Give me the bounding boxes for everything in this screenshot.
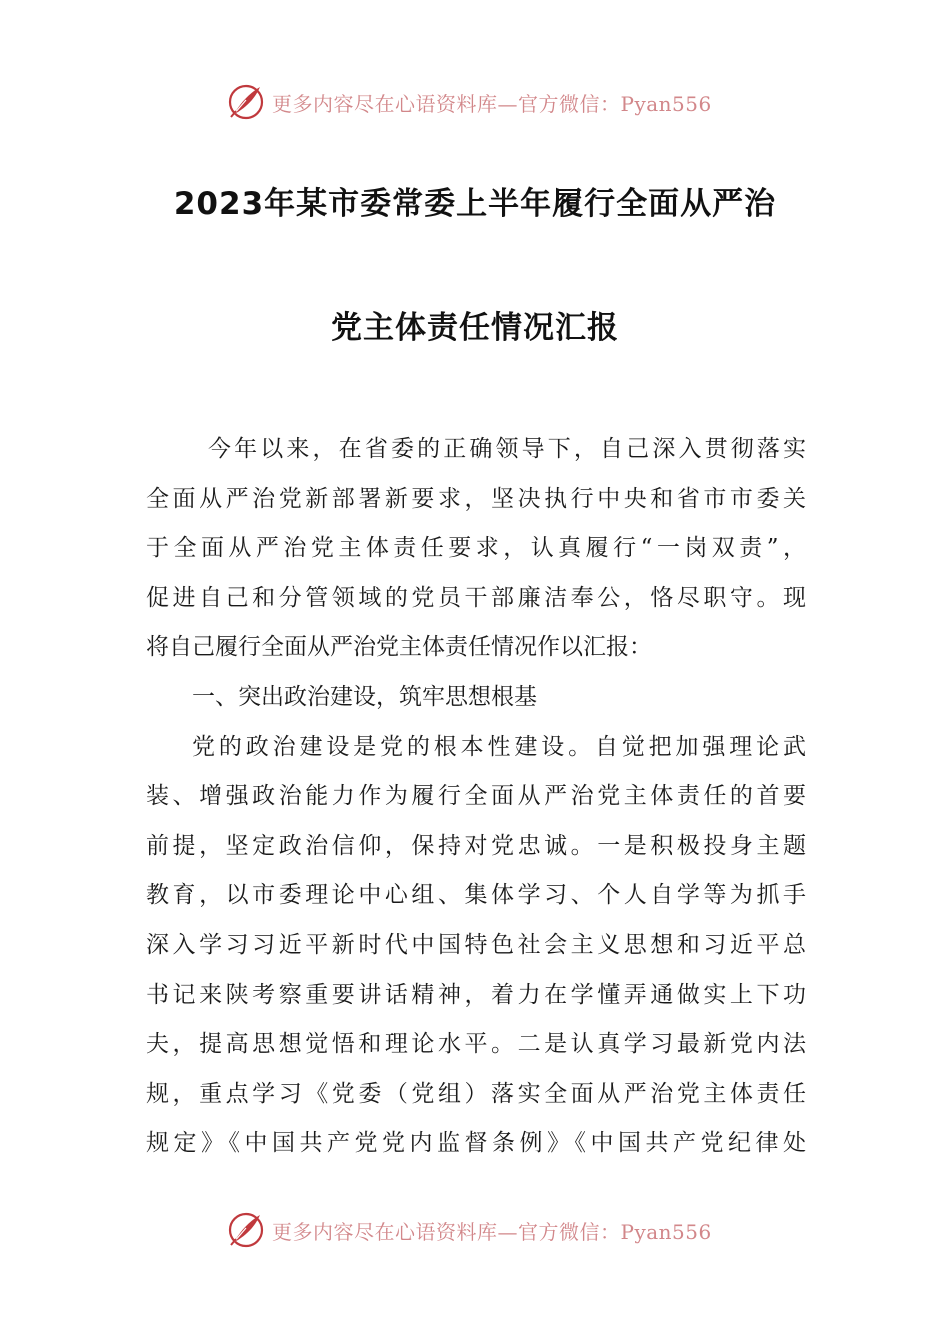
quill-pen-logo-icon bbox=[226, 1210, 266, 1250]
header-watermark-banner bbox=[0, 80, 950, 124]
document-title-line-2: 党主体责任情况汇报 bbox=[331, 310, 619, 346]
body-line: 促进自己和分管领域的党员干部廉洁奉公，恪尽职守。现 bbox=[146, 584, 806, 611]
document-body bbox=[146, 425, 806, 1169]
footer-watermark-text: 更多内容尽在心语资料库—官方微信：Pyan556 bbox=[272, 1219, 712, 1244]
body-line: 今年以来，在省委的正确领导下，自己深入贯彻落实 bbox=[208, 436, 806, 462]
quill-pen-logo-icon bbox=[226, 82, 266, 122]
body-line: 前提，坚定政治信仰，保持对党忠诚。一是积极投身主题 bbox=[146, 832, 806, 859]
body-line: 于全面从严治党主体责任要求，认真履行“一岗双责”， bbox=[146, 535, 806, 562]
document-title-line-1: 2023年某市委常委上半年履行全面从严治 bbox=[173, 186, 777, 222]
body-line: 全面从严治党新部署新要求，坚决执行中央和省市市委关 bbox=[146, 485, 806, 512]
body-line: 书记来陕考察重要讲话精神，着力在学懂弄通做实上下功 bbox=[146, 981, 806, 1008]
body-line: 将自己履行全面从严治党主体责任情况作以汇报： bbox=[146, 634, 652, 661]
header-watermark-text: 更多内容尽在心语资料库—官方微信：Pyan556 bbox=[272, 91, 712, 116]
section-heading: 一、突出政治建设，筑牢思想根基 bbox=[192, 683, 537, 710]
footer-watermark-banner bbox=[0, 1208, 950, 1252]
body-line: 夫，提高思想觉悟和理论水平。二是认真学习最新党内法 bbox=[146, 1031, 806, 1058]
body-line: 深入学习习近平新时代中国特色社会主义思想和习近平总 bbox=[146, 931, 806, 958]
body-line: 装、增强政治能力作为履行全面从严治党主体责任的首要 bbox=[146, 783, 806, 810]
body-line: 规，重点学习《党委（党组）落实全面从严治党主体责任 bbox=[146, 1080, 806, 1107]
body-line: 规定》《中国共产党党内监督条例》《中国共产党纪律处 bbox=[146, 1130, 806, 1157]
body-line: 党的政治建设是党的根本性建设。自觉把加强理论武 bbox=[192, 733, 806, 760]
body-line: 教育，以市委理论中心组、集体学习、个人自学等为抓手 bbox=[146, 882, 806, 909]
